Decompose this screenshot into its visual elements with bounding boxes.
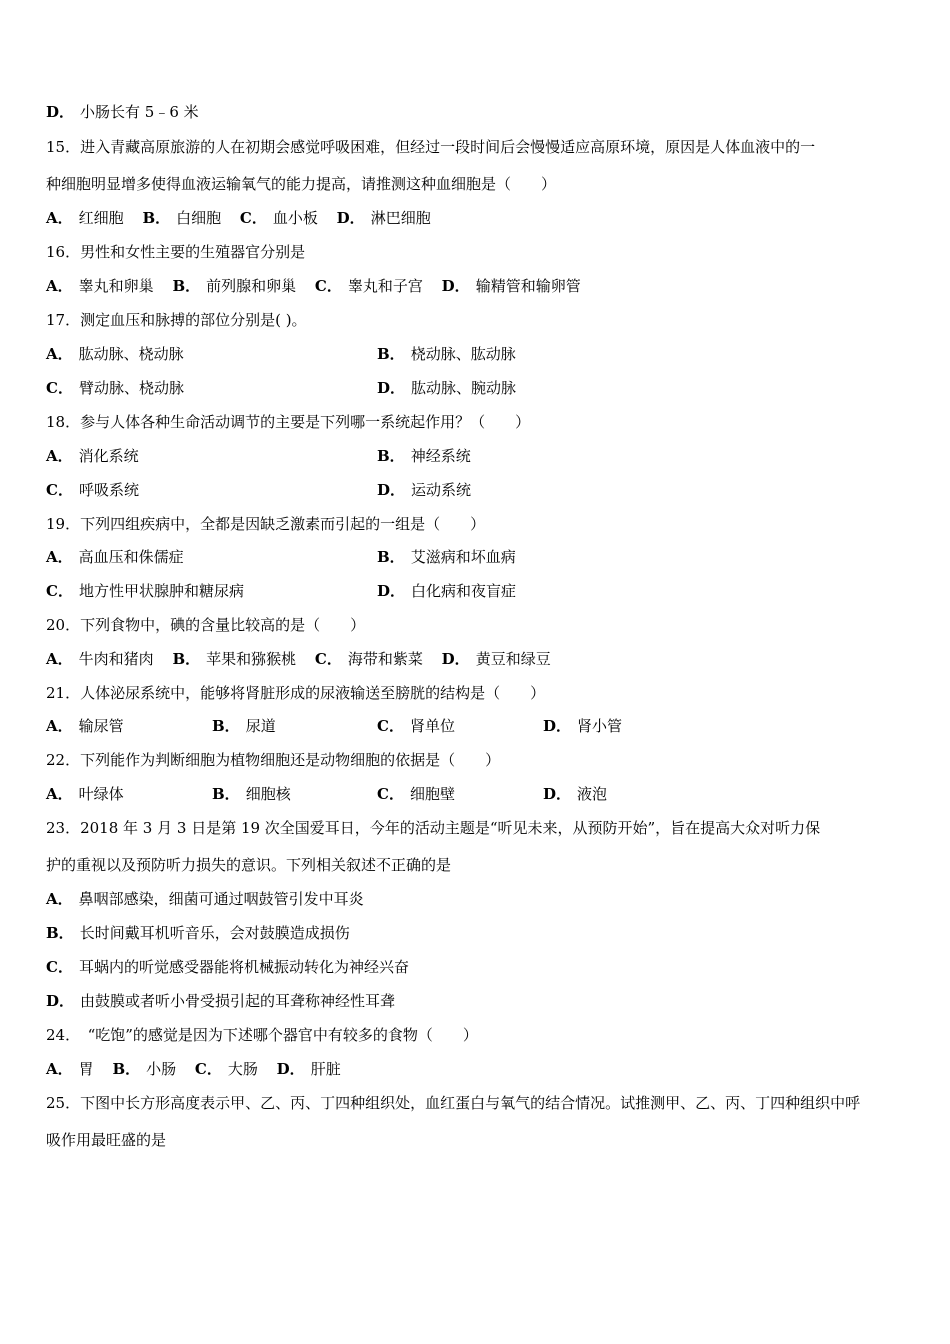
- q23-option-a[interactable]: A． 鼻咽部感染，细菌可通过咽鼓管引发中耳炎: [46, 890, 364, 908]
- q17-option-b[interactable]: B． 桡动脉、肱动脉: [377, 345, 516, 363]
- q18-option-b[interactable]: B． 神经系统: [377, 447, 471, 465]
- q15-option-c[interactable]: C． 血小板: [239, 209, 318, 227]
- q25-stem-line1: 25．下图中长方形高度表示甲、乙、丙、丁四种组织处，血红蛋白与氧气的结合情况。试推测甲、乙、丙、丁四种组织中呼: [46, 1094, 861, 1112]
- q19-option-b[interactable]: B． 艾滋病和坏血病: [377, 548, 516, 566]
- q21-option-a[interactable]: A． 输尿管: [46, 717, 124, 735]
- q20-option-a[interactable]: A． 牛肉和猪肉: [46, 650, 154, 668]
- q19-stem: 19．下列四组疾病中，全都是因缺乏激素而引起的一组是（ ）: [46, 515, 486, 533]
- q15-stem-line2: 种细胞明显增多使得血液运输氧气的能力提高，请推测这种血细胞是（ ）: [46, 175, 557, 193]
- q16-option-b[interactable]: B． 前列腺和卵巢: [172, 277, 297, 295]
- q22-option-c[interactable]: C． 细胞壁: [377, 785, 455, 803]
- q23-option-b[interactable]: B． 长时间戴耳机听音乐，会对鼓膜造成损伤: [46, 924, 350, 942]
- q19-option-d[interactable]: D． 白化病和夜盲症: [377, 582, 517, 600]
- q20-stem: 20．下列食物中，碘的含量比较高的是（ ）: [46, 616, 366, 634]
- q20-option-d[interactable]: D． 黄豆和绿豆: [441, 650, 551, 668]
- q15-option-a[interactable]: A． 红细胞: [46, 209, 124, 227]
- q17-stem: 17．测定血压和脉搏的部位分别是( )。: [46, 311, 307, 329]
- q24-option-a[interactable]: A． 胃: [46, 1060, 94, 1078]
- q16-option-c[interactable]: C． 睾丸和子宫: [314, 277, 423, 295]
- q24-options: [46, 1059, 355, 1079]
- q23-option-c[interactable]: C． 耳蜗内的听觉感受器能将机械振动转化为神经兴奋: [46, 958, 409, 976]
- q15-stem-line1: 15．进入青藏高原旅游的人在初期会感觉呼吸困难，但经过一段时间后会慢慢适应高原环境，原因是人体血液中的一: [46, 138, 816, 156]
- q25-stem-line2: 吸作用最旺盛的是: [46, 1131, 167, 1149]
- q23-stem-line2: 护的重视以及预防听力损失的意识。下列相关叙述不正确的是: [46, 856, 452, 874]
- q20-options: [46, 649, 565, 669]
- q22-option-d[interactable]: D． 液泡: [543, 785, 608, 803]
- q21-option-c[interactable]: C． 肾单位: [377, 717, 455, 735]
- q19-option-a[interactable]: A． 高血压和侏儒症: [46, 548, 184, 566]
- q24-stem: 24． “吃饱”的感觉是因为下述哪个器官中有较多的食物（ ）: [46, 1026, 478, 1044]
- q17-option-c[interactable]: C． 臂动脉、桡动脉: [46, 379, 184, 397]
- q24-option-c[interactable]: C． 大肠: [194, 1060, 258, 1078]
- q21-option-d[interactable]: D． 肾小管: [543, 717, 623, 735]
- q18-option-d[interactable]: D． 运动系统: [377, 481, 472, 499]
- q19-option-c[interactable]: C． 地方性甲状腺肿和糖尿病: [46, 582, 244, 600]
- q17-option-a[interactable]: A． 肱动脉、桡动脉: [46, 345, 184, 363]
- q20-option-c[interactable]: C． 海带和紫菜: [314, 650, 423, 668]
- q22-option-a[interactable]: A． 叶绿体: [46, 785, 124, 803]
- q18-option-a[interactable]: A． 消化系统: [46, 447, 139, 465]
- q22-option-b[interactable]: B． 细胞核: [212, 785, 291, 803]
- q24-option-d[interactable]: D． 肝脏: [276, 1060, 341, 1078]
- q21-option-b[interactable]: B． 尿道: [212, 717, 276, 735]
- q21-stem: 21．人体泌尿系统中，能够将肾脏形成的尿液输送至膀胱的结构是（ ）: [46, 684, 546, 702]
- q24-option-b[interactable]: B． 小肠: [112, 1060, 177, 1078]
- q16-option-a[interactable]: A． 睾丸和卵巢: [46, 277, 154, 295]
- q20-option-b[interactable]: B． 苹果和猕猴桃: [172, 650, 297, 668]
- q23-stem-line1: 23．2018 年 3 月 3 日是第 19 次全国爱耳日，今年的活动主题是“听见未来，从预防开始”，旨在提高大众对听力保: [46, 819, 821, 837]
- q14-option-d: D． 小肠长有 5﹣6 米: [46, 103, 199, 121]
- q23-option-d[interactable]: D． 由鼓膜或者听小骨受损引起的耳聋称神经性耳聋: [46, 992, 396, 1010]
- q15-option-b[interactable]: B． 白细胞: [142, 209, 222, 227]
- q15-option-d[interactable]: D． 淋巴细胞: [336, 209, 431, 227]
- q18-option-c[interactable]: C． 呼吸系统: [46, 481, 139, 499]
- q17-option-d[interactable]: D． 肱动脉、腕动脉: [377, 379, 517, 397]
- q15-options: [46, 208, 445, 228]
- q16-options: [46, 276, 595, 296]
- q18-stem: 18．参与人体各种生命活动调节的主要是下列哪一系统起作用？（ ）: [46, 413, 531, 431]
- q16-stem: 16．男性和女性主要的生殖器官分别是: [46, 243, 306, 261]
- q22-stem: 22．下列能作为判断细胞为植物细胞还是动物细胞的依据是（ ）: [46, 751, 501, 769]
- q16-option-d[interactable]: D． 输精管和输卵管: [441, 277, 581, 295]
